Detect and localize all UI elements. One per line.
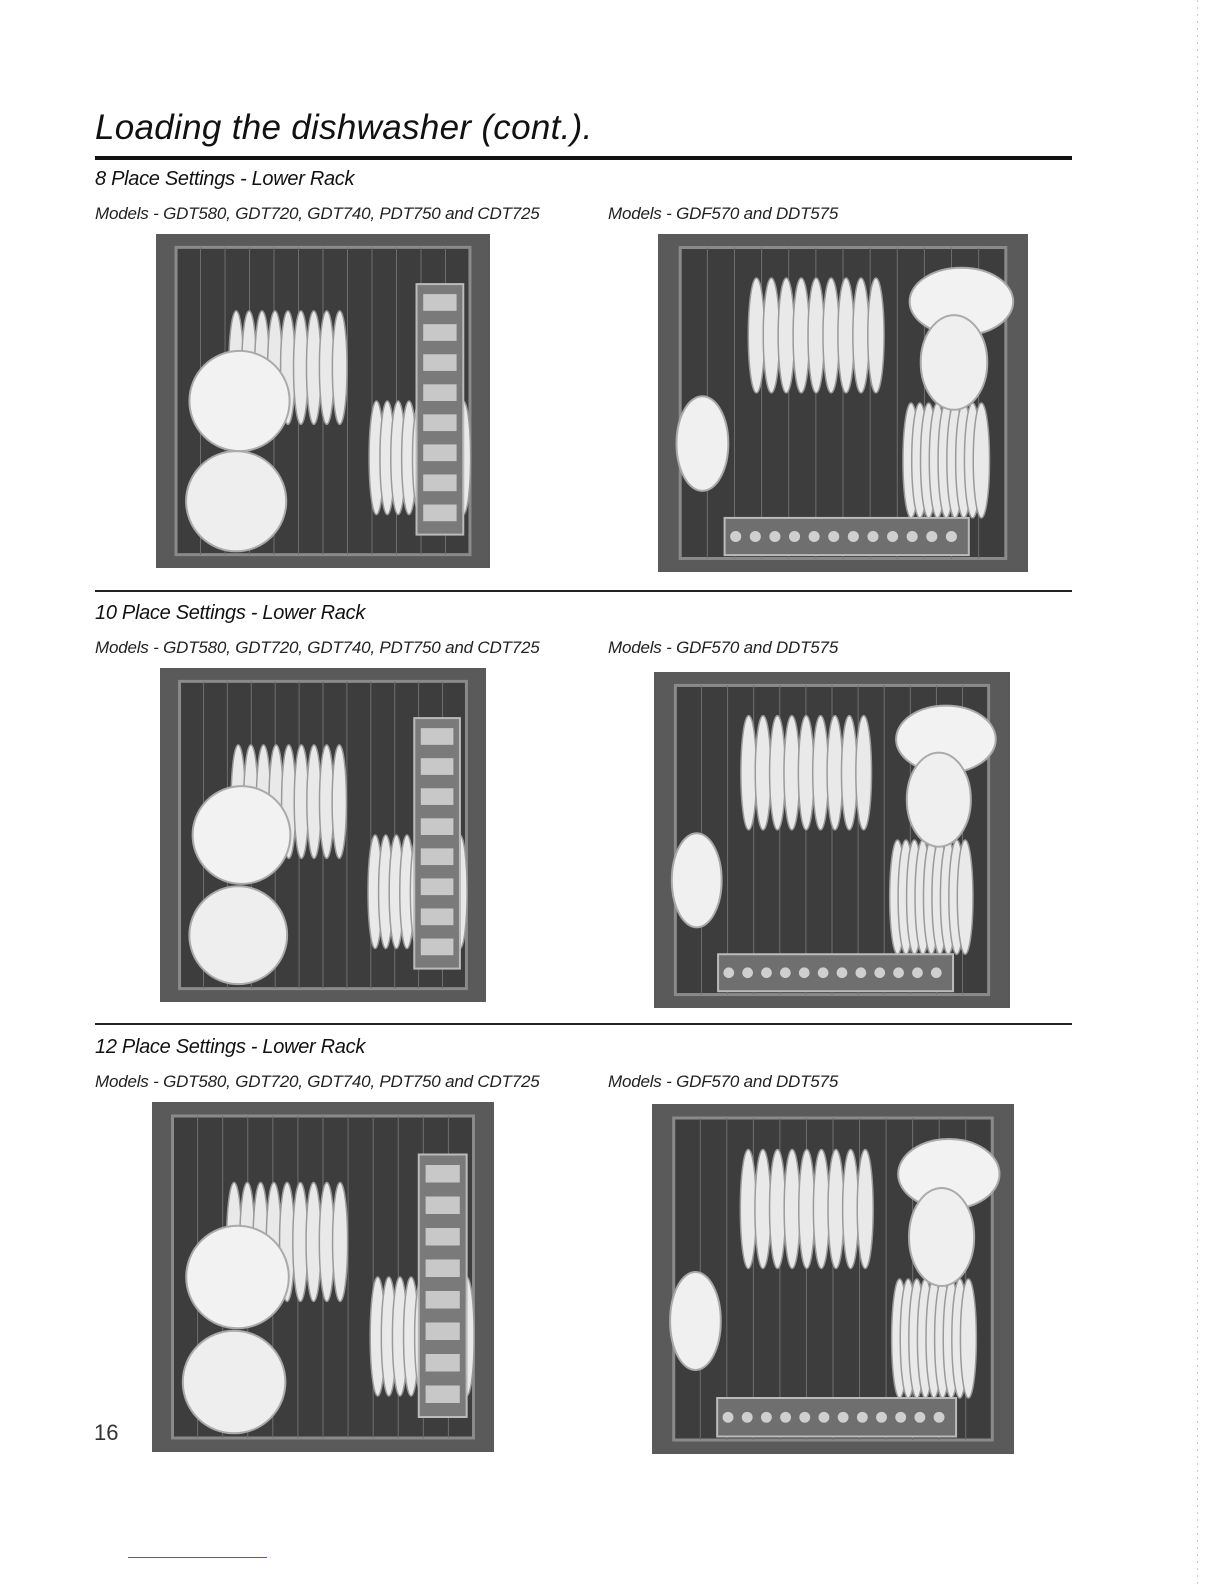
- utensil: [837, 967, 848, 978]
- utensil: [876, 1412, 887, 1423]
- utensil: [857, 1412, 868, 1423]
- title-rule: [95, 156, 1072, 160]
- rack-photo-12-place-left: [152, 1102, 494, 1452]
- utensil: [421, 848, 454, 865]
- utensil: [426, 1354, 460, 1372]
- rack-illustration: [160, 668, 486, 1002]
- plate: [741, 716, 757, 830]
- utensil: [426, 1323, 460, 1341]
- utensil: [799, 967, 810, 978]
- plate: [828, 1150, 844, 1269]
- utensil: [819, 1412, 830, 1423]
- platter: [186, 451, 286, 551]
- plate: [838, 278, 854, 393]
- utensil: [848, 531, 859, 542]
- plate: [841, 716, 857, 830]
- utensil: [789, 531, 800, 542]
- utensil: [809, 531, 820, 542]
- rack-illustration: [654, 672, 1010, 1008]
- bowl: [677, 396, 729, 491]
- plate: [798, 716, 814, 830]
- plate: [784, 716, 800, 830]
- utensil: [855, 967, 866, 978]
- rack-photo-12-place-right: [652, 1104, 1014, 1454]
- plate: [813, 1150, 829, 1269]
- utensil: [912, 967, 923, 978]
- rack-illustration: [658, 234, 1028, 572]
- plate: [856, 716, 872, 830]
- utensil: [907, 531, 918, 542]
- utensil: [780, 1412, 791, 1423]
- utensil: [423, 505, 456, 522]
- rack-photo-8-place-left: [156, 234, 490, 568]
- utensil: [426, 1386, 460, 1404]
- rack-photo-8-place-right: [658, 234, 1028, 572]
- plate: [853, 278, 869, 393]
- plate: [770, 1150, 786, 1269]
- bowl: [909, 1188, 974, 1286]
- platter: [193, 786, 291, 884]
- rack-photo-10-place-left: [160, 668, 486, 1002]
- page-number: 16: [94, 1420, 119, 1445]
- utensil: [818, 967, 829, 978]
- plate: [823, 278, 839, 393]
- bowl: [672, 833, 722, 927]
- utensil: [421, 788, 454, 805]
- utensil: [426, 1291, 460, 1309]
- caption-right-8-place: Models - GDF570 and DDT575: [608, 204, 839, 223]
- utensil: [730, 531, 741, 542]
- silverware-basket: [414, 718, 460, 969]
- silverware-basket: [417, 284, 464, 534]
- plate: [755, 716, 771, 830]
- utensil: [423, 444, 456, 461]
- utensil: [946, 531, 957, 542]
- plate: [799, 1150, 815, 1269]
- plate: [957, 840, 973, 954]
- utensil: [895, 1412, 906, 1423]
- utensil: [828, 531, 839, 542]
- plate: [333, 1183, 348, 1302]
- utensil: [421, 878, 454, 895]
- bowl: [670, 1272, 721, 1370]
- utensil: [426, 1260, 460, 1278]
- utensil: [421, 939, 454, 956]
- caption-left-8-place: Models - GDT580, GDT720, GDT740, PDT750 and CDT725: [95, 204, 540, 223]
- plate: [770, 716, 786, 830]
- bowl: [921, 315, 988, 410]
- section-heading-10-place: 10 Place Settings - Lower Rack: [95, 602, 366, 624]
- utensil: [421, 758, 454, 775]
- utensil: [761, 967, 772, 978]
- plate: [748, 278, 764, 393]
- utensil: [914, 1412, 925, 1423]
- section-divider: [95, 590, 1072, 592]
- utensil: [426, 1228, 460, 1246]
- caption-left-10-place: Models - GDT580, GDT720, GDT740, PDT750 and CDT725: [95, 638, 540, 657]
- utensil: [723, 1412, 734, 1423]
- utensil: [421, 818, 454, 835]
- rack-illustration: [156, 234, 490, 568]
- platter: [189, 886, 287, 984]
- footer-underline: [128, 1557, 267, 1558]
- page-title: Loading the dishwasher (cont.).: [95, 108, 593, 147]
- utensil: [423, 384, 456, 401]
- plate: [755, 1150, 771, 1269]
- section-heading-8-place: 8 Place Settings - Lower Rack: [95, 168, 355, 190]
- bowl: [907, 753, 971, 847]
- silverware-basket: [419, 1155, 467, 1418]
- plate: [332, 745, 346, 859]
- utensil: [423, 354, 456, 371]
- plate: [813, 716, 829, 830]
- utensil: [423, 294, 456, 311]
- plate: [843, 1150, 859, 1269]
- plate: [778, 278, 794, 393]
- plate: [332, 311, 347, 425]
- plate: [960, 1279, 976, 1398]
- utensil: [761, 1412, 772, 1423]
- utensil: [887, 531, 898, 542]
- plate: [793, 278, 809, 393]
- plate: [868, 278, 884, 393]
- plate: [973, 403, 989, 518]
- utensil: [742, 1412, 753, 1423]
- utensil: [780, 967, 791, 978]
- section-heading-12-place: 12 Place Settings - Lower Rack: [95, 1036, 366, 1058]
- platter: [183, 1331, 286, 1434]
- utensil: [426, 1165, 460, 1183]
- section-divider: [95, 1023, 1072, 1025]
- caption-right-12-place: Models - GDF570 and DDT575: [608, 1072, 839, 1091]
- utensil: [421, 728, 454, 745]
- plate: [827, 716, 843, 830]
- utensil: [893, 967, 904, 978]
- utensil: [426, 1197, 460, 1215]
- utensil: [934, 1412, 945, 1423]
- rack-illustration: [152, 1102, 494, 1452]
- platter: [186, 1226, 289, 1329]
- utensil: [931, 967, 942, 978]
- scan-edge-dots: [1197, 0, 1198, 1584]
- rack-illustration: [652, 1104, 1014, 1454]
- plate: [740, 1150, 756, 1269]
- utensil: [750, 531, 761, 542]
- utensil: [723, 967, 734, 978]
- utensil: [926, 531, 937, 542]
- utensil: [769, 531, 780, 542]
- plate: [857, 1150, 873, 1269]
- utensil: [799, 1412, 810, 1423]
- utensil: [423, 324, 456, 341]
- utensil: [874, 967, 885, 978]
- plate: [763, 278, 779, 393]
- utensil: [838, 1412, 849, 1423]
- utensil: [423, 414, 456, 431]
- utensil: [742, 967, 753, 978]
- plate: [808, 278, 824, 393]
- plate: [784, 1150, 800, 1269]
- rack-photo-10-place-right: [654, 672, 1010, 1008]
- utensil: [867, 531, 878, 542]
- platter: [189, 351, 289, 451]
- utensil: [423, 474, 456, 491]
- caption-right-10-place: Models - GDF570 and DDT575: [608, 638, 839, 657]
- caption-left-12-place: Models - GDT580, GDT720, GDT740, PDT750 and CDT725: [95, 1072, 540, 1091]
- utensil: [421, 908, 454, 925]
